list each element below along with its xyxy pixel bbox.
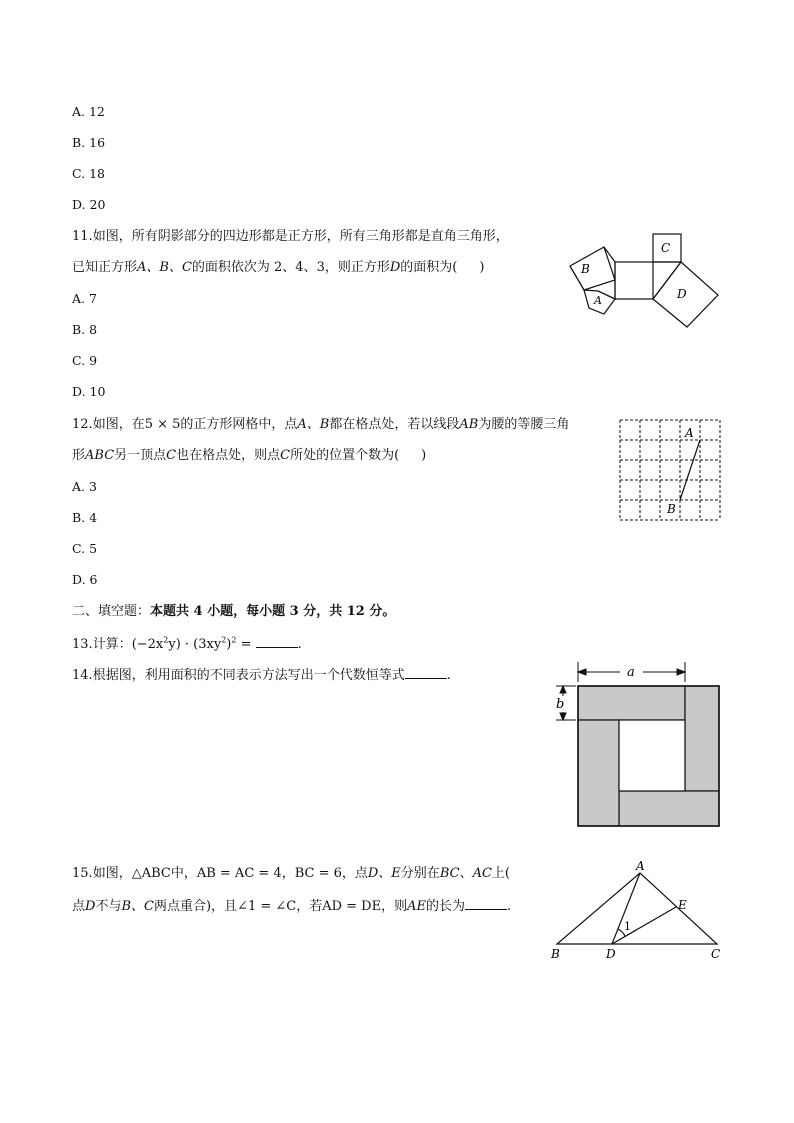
q13-expr-d: = [236,637,256,652]
q14-answer-blank[interactable] [405,666,447,679]
q15-text-2d: 的长为 [426,899,466,914]
q12-number: 12. [72,417,93,432]
q14-number: 14. [72,668,93,683]
q13-exp-2: 2 [221,635,227,645]
q15-label-b: B [551,947,560,961]
q10-option-c: C. 18 [72,166,105,181]
q13-expr-c: ) [226,637,232,652]
q12-option-d: D. 6 [72,572,98,587]
q15-var-d: D [85,899,96,914]
q15-label-a: A [636,860,645,873]
q15-segment-ad [612,873,640,944]
q11-text-2c: 的面积为( [400,260,458,275]
q14-stem [72,666,451,684]
q12-triangle-abc: ABC [85,448,115,463]
q14-rect-top [578,686,685,720]
q12-vars-ab: A、B [297,417,330,432]
q11-label-c: C [661,241,671,255]
q15-text-1c: 分别在 [400,866,440,881]
q11-label-a: A [594,294,602,307]
q14-label-a: a [627,665,635,680]
q12-option-a: A. 3 [72,479,97,494]
q15-triangle-abc [557,873,717,944]
q12-var-c2: C [280,448,291,463]
q12-text-1c: 为腰的等腰三角 [478,417,570,432]
q13-exp-1: 2 [163,635,169,645]
q12-option-b: B. 4 [72,510,98,525]
q14-label-b: b [556,697,565,712]
q15-number: 15. [72,866,93,881]
q15-segment-de [612,907,676,944]
section-2-header [72,604,395,620]
q12-stem-line2 [72,448,426,464]
q12-text-2b: 另一顶点 [114,448,167,463]
q15-text-2c: 两点重合)，且∠1 = ∠C，若AD = DE，则 [153,899,408,914]
q11-square-b [570,247,615,290]
q11-label-d: D [677,287,687,301]
q13-end: . [297,637,302,652]
q11-stem-line1 [72,229,509,245]
section-2-instructions: 本题共 4 小题，每小题 3 分，共 12 分。 [150,604,396,619]
q13-expr-b: y) · (3xy [168,637,222,652]
q12-text-1a: 如图，在5 × 5的正方形网格中，点 [92,417,298,432]
q11-label-b: B [581,262,590,276]
q11-central-square [615,262,653,299]
q14-rect-bottom [619,791,719,826]
q12-text-1b: 都在格点处，若以线段 [329,417,460,432]
q12-option-c: C. 5 [72,541,98,556]
q12-segment-ab [680,440,700,500]
q15-stem-line2 [72,897,511,915]
q15-text-2b: 不与 [95,899,122,914]
q11-option-c: C. 9 [72,353,98,368]
q15-end: . [507,899,512,914]
q14-end: . [446,668,451,683]
q12-text-2d: 所处的位置个数为( [290,448,400,463]
q15-stem-line1 [72,866,510,882]
q15-seg-bc: BC [439,866,460,881]
q12-label-b: B [667,502,676,516]
q12-stem-line1 [72,417,569,433]
q12-label-a: A [685,426,694,440]
q15-answer-blank[interactable] [465,897,507,910]
q15-text-1a: 如图， [92,866,132,881]
q15-vars-bc: B、C [121,899,154,914]
q11-stem-line2 [72,260,484,276]
q15-seg-ae: AE [407,899,426,914]
q11-squares-figure [560,228,730,333]
q11-option-d: D. 10 [72,384,106,399]
q11-var-d: D [389,260,401,275]
q13-stem [72,635,302,653]
q11-close-paren: ) [479,260,485,275]
q11-text-1: 如图，所有阴影部分的四边形都是正方形，所有三角形都是直角三角形， [92,229,509,244]
q11-vars-abc: A、B、C [137,260,192,275]
q14-rect-left [578,720,619,826]
q13-number: 13. [72,637,93,652]
q15-sep: 、 [459,866,473,881]
q15-seg-ac: AC [472,866,492,881]
q10-option-b: B. 16 [72,135,106,150]
q14-inner-square [619,720,685,791]
q11-number: 11. [72,229,93,244]
q14-square-figure [548,660,728,832]
q15-label-e: E [678,898,687,912]
q15-vars-de: D、E [367,866,401,881]
q13-exp-3: 2 [231,635,237,645]
q11-text-2b: 的面积依次为 2、4、3，则正方形 [191,260,390,275]
q15-label-d: D [606,947,616,961]
q13-answer-blank[interactable] [256,635,298,648]
q13-expr-a: 计算：(−2x [92,637,164,652]
q15-text-1d: 上( [491,866,510,881]
q11-option-b: B. 8 [72,322,98,337]
q15-text-1b: △ABC中，AB = AC = 4，BC = 6，点 [131,866,368,881]
q12-text-2a: 形 [72,448,86,463]
q15-label-angle-1: 1 [624,920,631,933]
q15-text-2a: 点 [72,899,86,914]
q12-var-c: C [166,448,177,463]
q15-label-c: C [711,947,721,961]
q12-close-paren: ) [421,448,427,463]
q11-text-2a: 已知正方形 [72,260,138,275]
q11-option-a: A. 7 [72,291,97,306]
q15-triangle-figure [545,860,730,965]
q10-option-d: D. 20 [72,197,106,212]
q12-grid-figure [615,415,725,525]
section-2-title: 二、填空题： [72,604,151,619]
q12-seg-ab: AB [459,417,479,432]
q14-text: 根据图，利用面积的不同表示方法写出一个代数恒等式 [92,668,405,683]
q12-text-2c: 也在格点处，则点 [176,448,281,463]
q10-option-a: A. 12 [72,104,105,119]
q14-rect-right [685,686,719,791]
